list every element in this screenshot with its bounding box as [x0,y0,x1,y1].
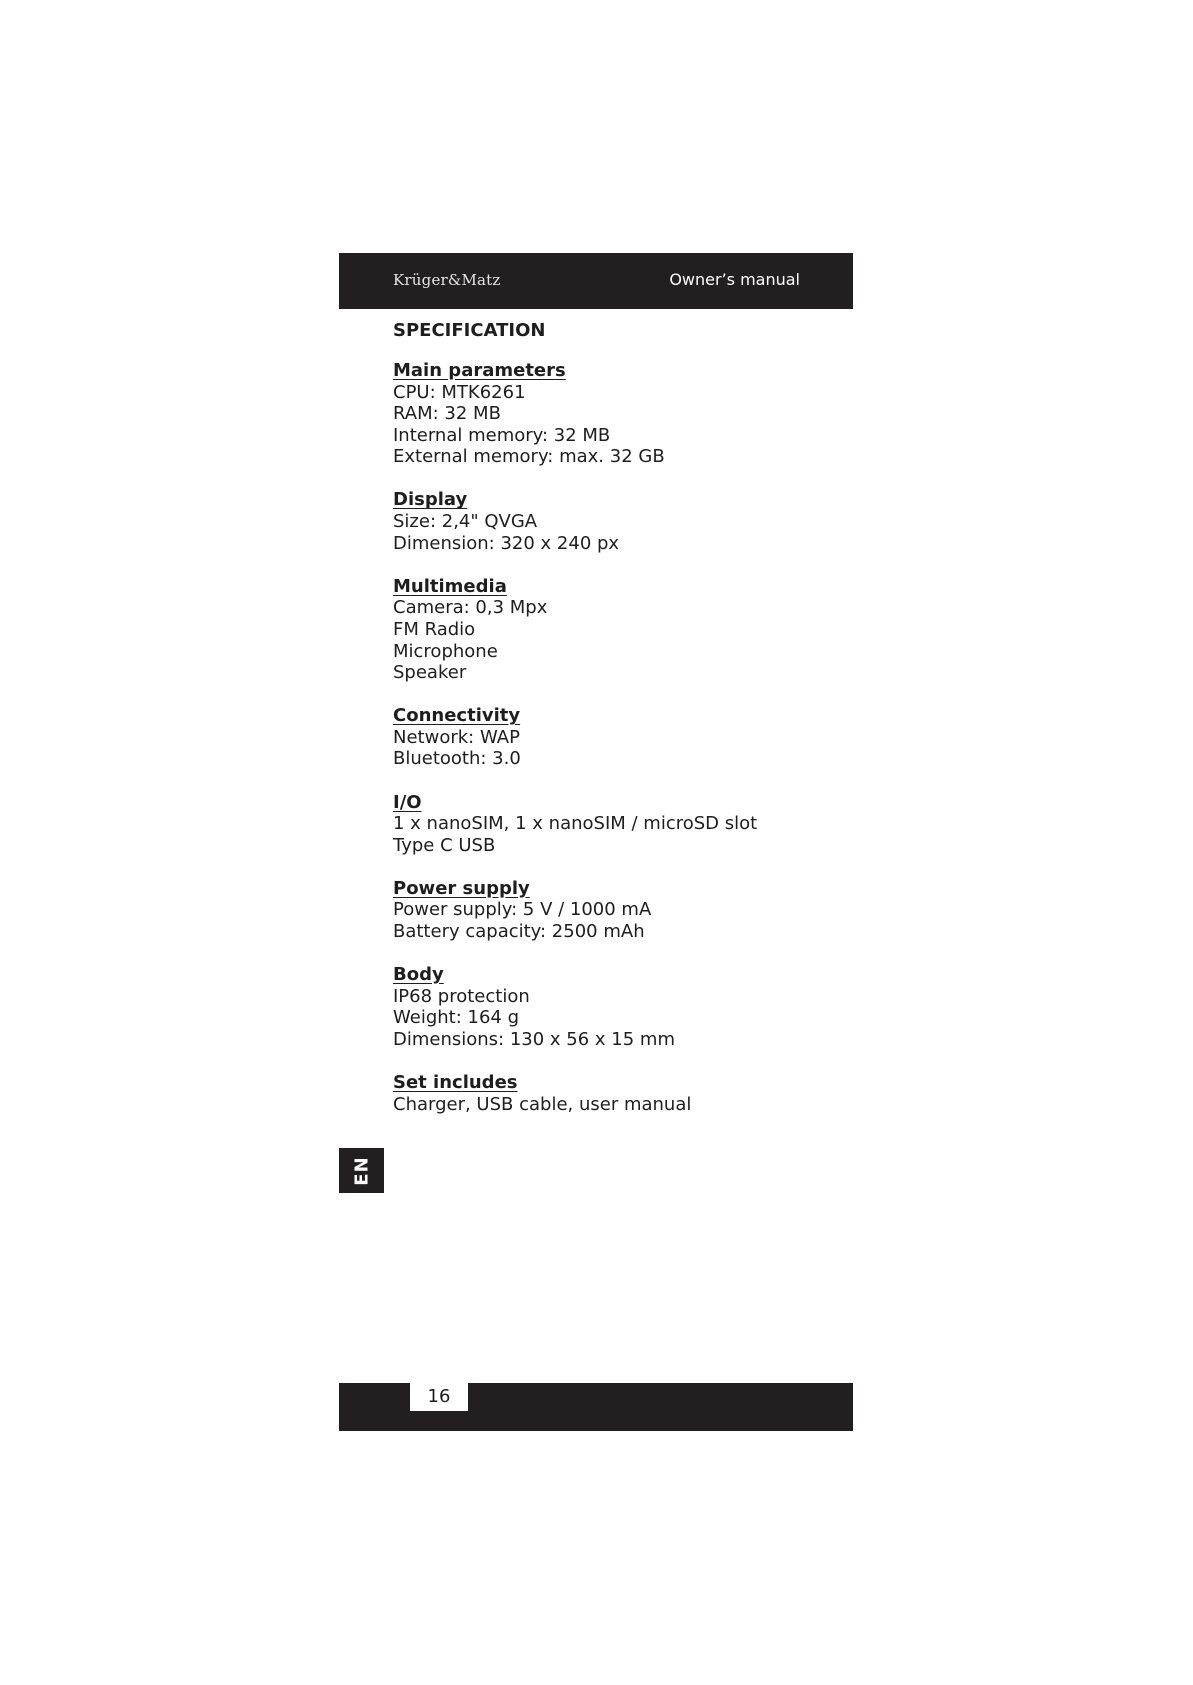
spec-line: IP68 protection [393,985,530,1007]
spec-line: Weight: 164 g [393,1007,519,1029]
section-power-supply [393,878,833,943]
manual-title: Owner’s manual [669,270,800,289]
section-body [393,964,833,1050]
spec-line: Size: 2,4" QVGA [393,511,538,533]
spec-line: Camera: 0,3 Mpx [393,597,548,619]
spec-line: Internal memory: 32 MB [393,424,611,446]
spec-line: Dimension: 320 x 240 px [393,532,620,554]
section-display [393,489,833,554]
language-tab [339,1148,384,1193]
spec-line: Charger, USB cable, user manual [393,1093,692,1115]
spec-line: Power supply: 5 V / 1000 mA [393,899,652,921]
spec-line: Type C USB [393,834,496,856]
section-heading: Connectivity [393,705,521,727]
spec-line: Dimensions: 130 x 56 x 15 mm [393,1028,675,1050]
spec-line: RAM: 32 MB [393,403,501,425]
section-heading: I/O [393,791,422,813]
section-heading: Display [393,489,468,511]
spec-line: CPU: MTK6261 [393,381,526,403]
section-heading: Multimedia [393,575,507,597]
specification-title: SPECIFICATION [393,320,546,341]
spec-line: Battery capacity: 2500 mAh [393,920,645,942]
section-main-parameters [393,360,833,468]
section-multimedia [393,576,833,684]
header-bar [339,253,853,309]
spec-line: FM Radio [393,618,476,640]
spec-line: Microphone [393,640,498,662]
spec-line: External memory: max. 32 GB [393,446,665,468]
section-heading: Set includes [393,1071,518,1093]
page-number: 16 [410,1383,468,1411]
section-io [393,792,833,857]
spec-line: Network: WAP [393,726,520,748]
brand-logo: Krüger&Matz [393,271,501,289]
section-heading: Power supply [393,877,530,899]
footer-bar [339,1383,853,1431]
section-heading: Main parameters [393,360,566,381]
specification-content [393,317,833,1137]
spec-line: Bluetooth: 3.0 [393,748,521,770]
section-connectivity [393,705,833,770]
spec-line: 1 x nanoSIM, 1 x nanoSIM / microSD slot [393,813,758,835]
language-label: EN [351,1155,372,1186]
section-heading: Body [393,964,444,986]
section-set-includes [393,1072,833,1115]
spec-line: Speaker [393,662,467,684]
